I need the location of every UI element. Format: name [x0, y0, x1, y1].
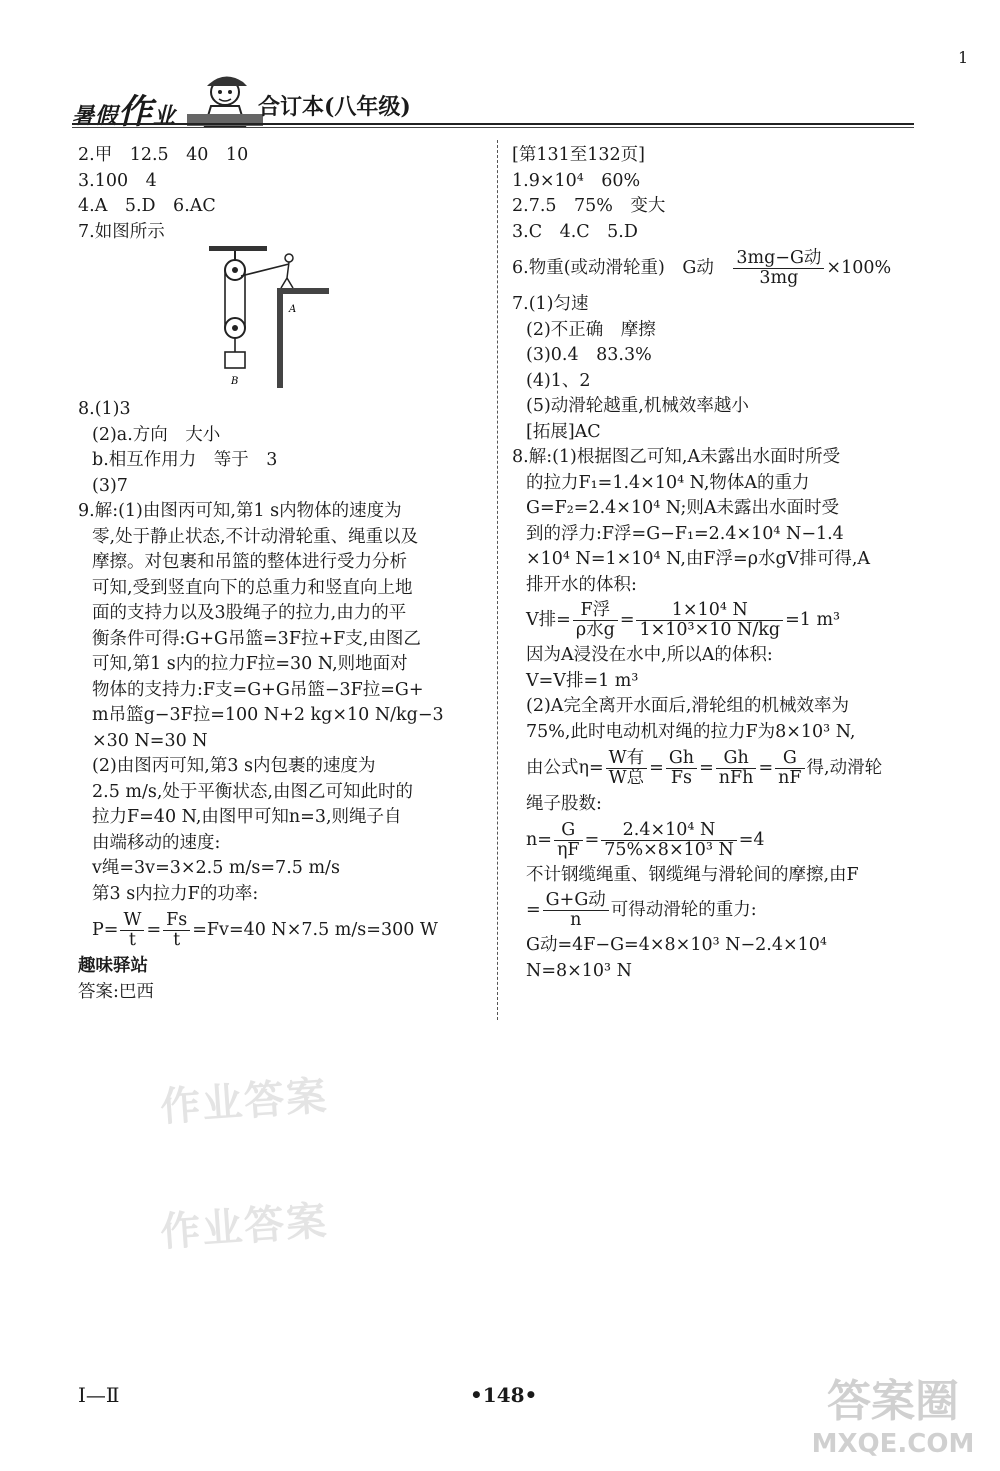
fraction	[601, 821, 737, 860]
formula-part: =	[146, 920, 162, 940]
section-header: [第131至132页]	[512, 145, 645, 165]
header-subtitle: 合订本(八年级)	[258, 94, 411, 120]
denominator: nFh	[718, 768, 754, 788]
q9-line: 可知,第1 s内的拉力F拉=30 N,则地面对	[92, 654, 408, 674]
header-rule-thin	[72, 127, 914, 128]
numerator: Gh	[666, 749, 697, 769]
numerator: Fs	[163, 911, 190, 931]
q9-line: 面的支持力以及3股绳子的拉力,由力的平	[92, 603, 407, 623]
q9-line: ×30 N=30 N	[92, 730, 208, 751]
q9-line: m吊篮g−3F拉=100 N+2 kg×10 N/kg−3	[92, 705, 444, 725]
numerator: F浮	[573, 601, 618, 621]
denominator: ρ水g	[575, 620, 615, 640]
fun-answer: 答案:巴西	[78, 981, 154, 1002]
label-a: A	[289, 304, 297, 315]
fraction	[636, 601, 783, 640]
q8-line: 8.解:(1)根据图乙可知,A未露出水面时所受	[512, 447, 841, 467]
watermark-logo	[808, 1365, 978, 1465]
q7-line: (2)不正确 摩擦	[526, 319, 656, 340]
denominator: n	[570, 910, 582, 930]
brand-title	[72, 84, 176, 133]
q8-line: 8.(1)3	[78, 399, 131, 419]
answer-line: 3.C 4.C 5.D	[512, 221, 638, 242]
q8-line: 不计钢缆绳重、钢缆绳与滑轮间的摩擦,由F	[526, 864, 859, 885]
formula-part: P=	[92, 920, 119, 940]
q8-line: 绳子股数:	[526, 794, 602, 814]
q9-line: v绳=3v=3×2.5 m/s=7.5 m/s	[92, 858, 340, 878]
formula-part: =	[619, 610, 635, 630]
watermark-text: 答案圈	[827, 1376, 959, 1427]
formula-part: =4	[738, 829, 765, 850]
q9-line: 可知,受到竖直向下的总重力和竖直向上地	[92, 577, 413, 598]
watermark-url: MXQE.COM	[811, 1429, 975, 1459]
fraction	[120, 911, 144, 950]
pulley-diagram	[205, 244, 345, 394]
strand-formula	[512, 821, 922, 860]
q8-line: G=F₂=2.4×10⁴ N;则A未露出水面时受	[526, 498, 840, 518]
page-number: •148•	[470, 1383, 538, 1407]
corner-mark: 1	[958, 48, 969, 67]
person-icon	[285, 254, 293, 262]
denominator: nF	[778, 768, 802, 788]
numerator: G	[554, 821, 583, 841]
formula-part: =Fv=40 N×7.5 m/s=300 W	[192, 920, 438, 940]
fraction	[573, 601, 618, 640]
q7-line: (4)1、2	[526, 370, 591, 391]
q9-line: 摩擦。对包裹和吊篮的整体进行受力分析	[92, 552, 407, 572]
wall	[277, 288, 283, 388]
fraction	[606, 749, 648, 788]
fraction	[666, 749, 697, 788]
formula-part: 得,动滑轮	[806, 758, 883, 778]
brand-part-c: 业	[153, 103, 177, 129]
denominator: W总	[608, 768, 645, 788]
right-column	[512, 143, 922, 984]
answer-line: 2.甲 12.5 40 10	[78, 145, 249, 165]
q8-line: 到的浮力:F浮=G−F₁=2.4×10⁴ N−1.4	[526, 523, 844, 544]
header-rule	[72, 123, 914, 125]
answer-line: 4.A 5.D 6.AC	[78, 196, 216, 216]
brand-part-b: 作	[118, 92, 154, 132]
numerator: 3mg−G动	[733, 249, 824, 269]
force-formula	[512, 891, 922, 930]
q8-line: 的拉力F₁=1.4×10⁴ N,物体A的重力	[526, 472, 810, 493]
efficiency-formula: 由公式η= $\frac{\text{W有}}{\text{W总}}$ = $\frac{Gh}{Fs}$ = $\frac{Gh}{\text{nFh}}$ = $\frac{G}{nF}$ 得,动滑轮	[526, 748, 883, 788]
q8-line: 因为A浸没在水中,所以A的体积:	[526, 645, 773, 665]
answer-line: 2.7.5 75% 变大	[512, 196, 666, 216]
faint-stamp: 作业答案	[158, 1197, 330, 1256]
formula-part: ×100%	[826, 258, 892, 278]
q8-line: b.相互作用力 等于 3	[92, 450, 278, 470]
formula-part: 6.物重(或动滑轮重) G动	[512, 258, 732, 278]
numerator: G+G动	[543, 891, 609, 911]
denominator: t	[128, 930, 136, 950]
q8-line: (3)7	[92, 475, 128, 496]
fraction	[163, 911, 190, 950]
formula-part: n=	[526, 829, 552, 850]
column-divider	[497, 140, 498, 1020]
numerator: Gh	[716, 749, 757, 769]
ceiling	[209, 246, 267, 251]
footer-volume: Ⅰ—Ⅱ	[78, 1383, 120, 1407]
formula-part: 由公式η=	[526, 758, 604, 778]
answer-line: 1.9×10⁴ 60%	[512, 170, 641, 191]
q8-line: N=8×10³ N	[526, 960, 632, 981]
fraction	[554, 821, 583, 860]
denominator: 3mg	[759, 268, 799, 288]
numerator: 1×10⁴ N	[636, 601, 783, 621]
fun-section-title: 趣味驿站	[78, 956, 148, 976]
denominator: ηF	[556, 839, 580, 860]
denominator: 1×10³×10 N/kg	[639, 620, 781, 640]
q8-line: V=V排=1 m³	[526, 670, 639, 691]
volume-formula	[512, 601, 922, 640]
q8-line: G动=4F−G=4×8×10³ N−2.4×10⁴	[526, 935, 827, 955]
denominator: t	[173, 930, 181, 950]
answer-line: 7.如图所示	[78, 221, 165, 242]
q9-line: 拉力F=40 N,由图甲可知n=3,则绳子自	[92, 807, 402, 827]
brand-part-a: 暑假	[72, 103, 119, 129]
numerator: W有	[606, 749, 648, 769]
numerator: W	[120, 911, 144, 931]
label-b: B	[231, 376, 239, 387]
q7-line: [拓展]AC	[526, 421, 601, 442]
answer-line: 3.100 4	[78, 170, 157, 191]
fraction	[543, 891, 609, 930]
q7-line: 7.(1)匀速	[512, 294, 589, 314]
faint-stamp: 作业答案	[158, 1072, 330, 1131]
q8-line: (2)a.方向 大小	[92, 424, 221, 445]
formula-part: =1 m³	[785, 610, 841, 630]
q9-line: (2)由图丙可知,第3 s内包裹的速度为	[92, 756, 376, 776]
q6-line	[512, 249, 922, 288]
q7-line: (3)0.4 83.3%	[526, 345, 652, 365]
load-box	[225, 352, 245, 368]
formula-part: =	[584, 829, 600, 850]
q9-line: 衡条件可得:G+G吊篮=3F拉+F支,由图乙	[92, 628, 421, 649]
q8-line: 75%,此时电动机对绳的拉力F为8×10³ N,	[526, 721, 856, 742]
q8-line: ×10⁴ N=1×10⁴ N,由F浮=ρ水gV排可得,A	[526, 549, 871, 569]
q8-line: 排开水的体积:	[526, 574, 637, 595]
fraction	[733, 249, 824, 288]
formula-part: V排=	[526, 610, 571, 630]
q9-line: 2.5 m/s,处于平衡状态,由图乙可知此时的	[92, 781, 413, 802]
fraction	[775, 749, 804, 788]
q8-line: (2)A完全离开水面后,滑轮组的机械效率为	[526, 696, 849, 716]
q9-line: 物体的支持力:F支=G+G吊篮−3F拉=G+	[92, 679, 424, 700]
q9-line: 由端移动的速度:	[92, 832, 221, 853]
ledge	[277, 288, 329, 294]
denominator: 75%×8×10³ N	[604, 839, 734, 860]
numerator: G	[775, 749, 804, 769]
denominator: Fs	[670, 768, 693, 788]
fraction	[716, 749, 757, 788]
numerator: 2.4×10⁴ N	[601, 821, 737, 841]
formula-part: 可得动滑轮的重力:	[610, 900, 757, 920]
formula-part: =	[526, 900, 541, 920]
q9-line: 第3 s内拉力F的功率:	[92, 883, 259, 904]
q7-line: (5)动滑轮越重,机械效率越小	[526, 396, 749, 416]
power-formula	[78, 911, 483, 950]
q9-line: 9.解:(1)由图丙可知,第1 s内物体的速度为	[78, 501, 402, 521]
mascot-logo-icon	[185, 70, 265, 130]
q9-line: 零,处于静止状态,不计动滑轮重、绳重以及	[92, 526, 419, 547]
